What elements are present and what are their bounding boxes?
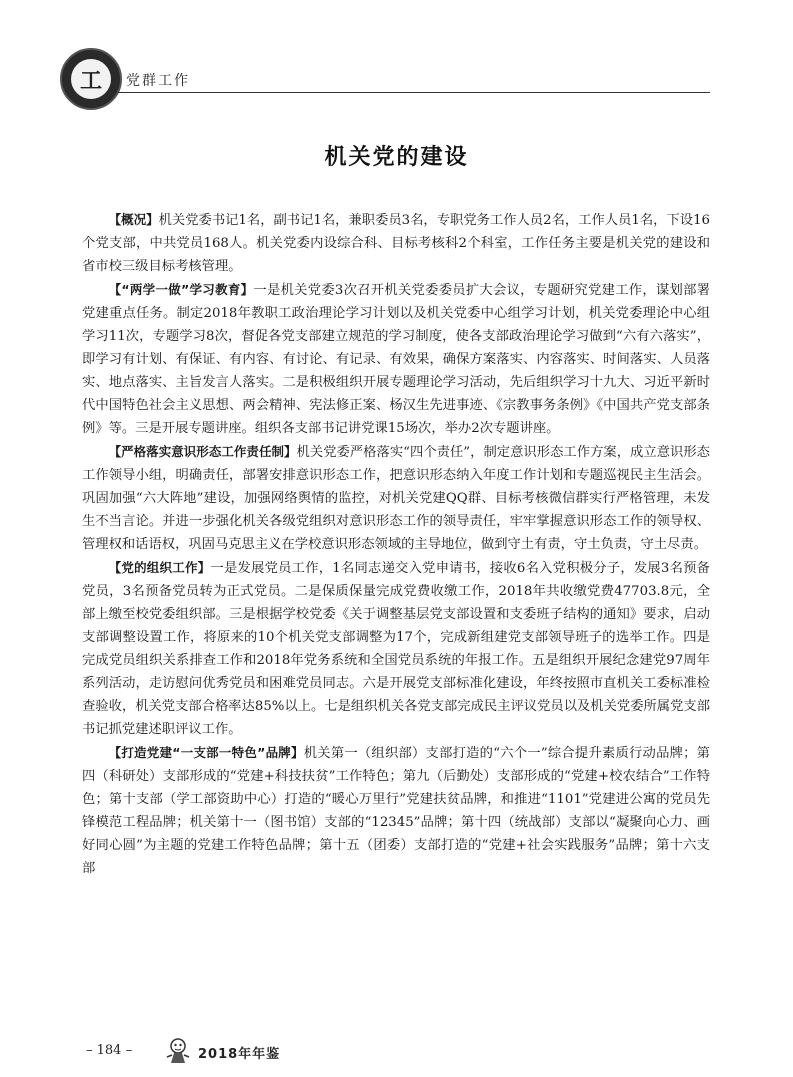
- page-footer: [0, 1035, 793, 1075]
- paragraph-study-education: [82, 278, 710, 440]
- paragraph-heading: 【概况】: [108, 212, 159, 227]
- paragraph-text: 机关党委严格落实“四个责任”，制定意识形态工作方案，成立意识形态工作领导小组，明确责任，部署安排意识形态工作，把意识形态纳入年度工作计划和专题巡视民主生活会。巩固加强“六大阵地”建设，加强网络舆情的监控，对机关党建QQ群、目标考核微信群实行严格管理，未发生不当言论。并进一步强化机关各级党组织对意识形态工作的领导责任，牢牢掌握意识形态工作的领导权、管理权和话语权，巩固马克思主义在学校意识形态领域的主导地位，做到守土有责，守土负责，守土尽责。: [82, 445, 710, 552]
- yearbook-label: 2018年年鉴: [198, 1047, 281, 1062]
- paragraph-overview: [82, 208, 710, 278]
- paragraph-text: 一是机关党委3次召开机关党委委员扩大会议，专题研究党建工作，谋划部署党建重点任务。制定2018年教职工政治理论学习计划以及机关党委中心组学习计划，机关党委理论中心组学习11次，专题学习8次，督促各党支部建立规范的学习制度，使各支部政治理论学习做到“六有六落实”，即学习有计划、有保证、有内容、有讨论、有记录、有效果，确保方案落实、内容落实、时间落实、人员落实、地点落实、主旨发言人落实。二是积极组织开展专题理论学习活动，先后组织学习十九大、习近平新时代中国特色社会主义思想、两会精神、宪法修正案、杨汉生先进事迹、《宗教事务条例》《中国共产党支部条例》等。三是开展专题讲座。组织各支部书记讲党课15场次，举办2次专题讲座。: [82, 283, 710, 436]
- paragraph-heading: 【“两学一做”学习教育】: [108, 282, 254, 297]
- paragraph-ideology-responsibility: [82, 440, 710, 556]
- university-logo: [60, 48, 122, 110]
- paragraph-text: 机关党委书记1名，副书记1名，兼职委员3名，专职党务工作人员2名，工作人员1名，下设16个党支部，中共党员168人。机关党委内设综合科、目标考核科2个科室，工作任务主要是机关党的建设和省市校三级目标考核管理。: [82, 213, 710, 274]
- article-title: 机关党的建设: [324, 145, 469, 170]
- paragraph-text: 机关第一（组织部）支部打造的“六个一”综合提升素质行动品牌；第四（科研处）支部形成的“党建+科技扶贫”工作特色；第九（后勤处）支部形成的“党建+校农结合”工作特色；第十支部（学工部资助中心）打造的“暖心万里行”党建扶贫品牌，和推进“1101”党建进公寓的党员先锋模范工程品牌；机关第十一（图书馆）支部的“12345”品牌；第十四（统战部）支部以“凝聚向心力、画好同心圆”为主题的党建工作特色品牌；第十五（团委）支部打造的“党建+社会实践服务”品牌；第十六支部: [82, 746, 710, 876]
- paragraph-heading: 【打造党建“一支部一特色”品牌】: [108, 745, 304, 760]
- article-body: [82, 208, 710, 880]
- paragraph-heading: 【党的组织工作】: [108, 560, 211, 575]
- university-logo-emblem: 工: [71, 59, 111, 99]
- header-divider: [118, 92, 710, 93]
- paragraph-branch-brand: [82, 741, 710, 880]
- paragraph-heading: 【严格落实意识形态工作责任制】: [108, 444, 297, 459]
- section-label: 党群工作: [126, 73, 190, 89]
- paragraph-organization-work: [82, 556, 710, 741]
- paragraph-text: 一是发展党员工作，1名同志递交入党申请书，接收6名入党积极分子，发展3名预备党员，3名预备党员转为正式党员。二是保质保量完成党费收缴工作，2018年共收缴党费47703.8元，全部上缴至校党委组织部。三是根据学校党委《关于调整基层党支部设置和支委班子结构的通知》要求，启动支部调整设置工作，将原来的10个机关党支部调整为17个，完成新组建党支部领导班子的选举工作。四是完成党员组织关系排查工作和2018年党务系统和全国党员系统的年报工作。五是组织开展纪念建党97周年系列活动，走访慰问优秀党员和困难党员同志。六是开展党支部标准化建设，年终按照市直机关工委标准检查验收，机关党支部合格率达85%以上。七是组织机关各党支部完成民主评议党员以及机关党委所属党支部书记抓党建述职评议工作。: [82, 561, 710, 737]
- page-number: – 184 –: [86, 1043, 133, 1058]
- page-header: [0, 0, 793, 110]
- mascot-icon: [163, 1035, 193, 1065]
